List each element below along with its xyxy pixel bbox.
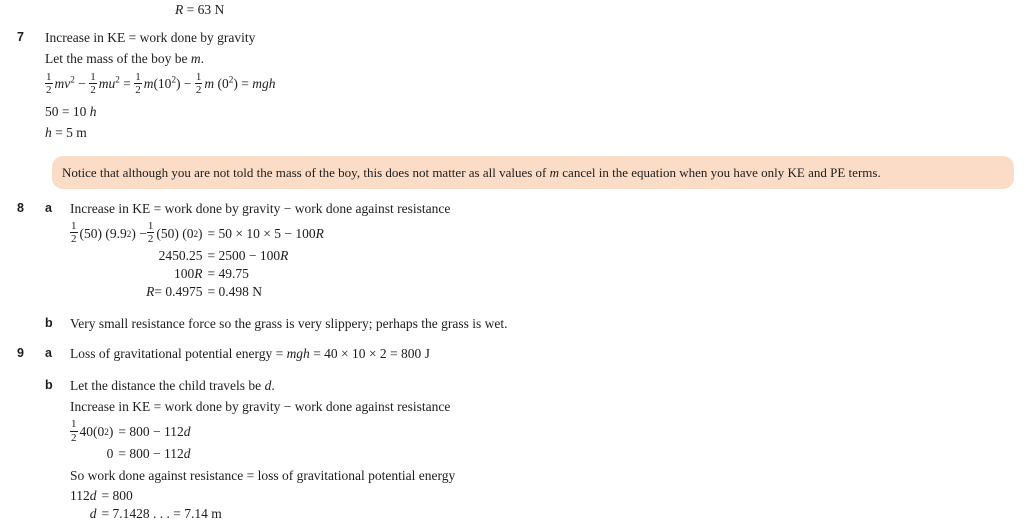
math-variable: d — [183, 446, 191, 462]
math-variable: R — [146, 283, 155, 299]
fraction — [70, 418, 78, 444]
fraction-numerator: 1 — [147, 219, 154, 232]
question-9 — [17, 343, 1024, 525]
part-letter: b — [45, 316, 53, 331]
equation-rhs — [102, 506, 222, 523]
text-run: ) — [108, 424, 114, 440]
equation-lhs: $\frac{1}{2}$ (50) (9.9 2 ) − $\frac{1}{2}$ (50) (0 2 ) — [71, 219, 203, 246]
math-variable: R — [194, 265, 203, 281]
text-run: Very small resistance force so the grass is very slippery; perhaps the grass is wet. — [70, 316, 508, 332]
fraction-numerator: 1 — [71, 418, 77, 431]
fraction — [147, 220, 155, 246]
text-run: Let the distance the child travels be — [70, 378, 265, 394]
math-variable: d — [89, 488, 97, 504]
text-run: (50) (0 — [156, 225, 194, 241]
text-run: 2450.25 — [158, 247, 203, 263]
solution-line — [45, 122, 1024, 143]
notice-box — [52, 156, 1014, 189]
solution-line — [70, 343, 1024, 364]
fraction — [45, 71, 53, 97]
text-run: Increase in KE = work done by gravity − work done against resistance — [70, 399, 451, 415]
text-run: = 2500 − 100 — [207, 247, 281, 263]
equation-rhs — [118, 419, 190, 445]
text-run: (0 — [214, 76, 229, 91]
aligned-equations — [70, 419, 1024, 463]
math-variable: m — [204, 76, 215, 91]
text-run: . — [200, 51, 204, 66]
equation-rhs — [208, 265, 324, 282]
part-content — [70, 313, 1024, 334]
text-run: 40(0 — [79, 424, 105, 440]
text-run: . — [271, 378, 275, 394]
math-variable: m — [143, 76, 154, 91]
text-run: Notice that although you are not told the mass of the boy, this does not matter as all values of — [62, 164, 550, 180]
part-content — [70, 343, 1024, 364]
superscript: 2 — [70, 74, 75, 85]
math-variable: d — [264, 378, 272, 394]
text-run: 112 — [70, 488, 90, 504]
math-variable: mgh — [286, 346, 310, 362]
fraction — [70, 220, 78, 246]
math-variable: d — [183, 424, 191, 440]
equation-lhs — [70, 247, 203, 264]
text-run: = 800 — [101, 488, 133, 504]
fraction — [195, 71, 203, 97]
fraction-denominator: 2 — [147, 233, 154, 246]
fraction-numerator: 1 — [71, 219, 77, 232]
notice-text — [62, 164, 881, 181]
question-number — [17, 375, 45, 378]
text-run: = — [119, 76, 135, 91]
question-number: 8 — [17, 200, 24, 215]
text-run: ) — [198, 225, 203, 241]
superscript: 2 — [171, 74, 177, 85]
text-run: 100 — [174, 265, 195, 281]
equation-lhs — [70, 446, 113, 463]
part-content — [45, 27, 1024, 143]
text-run: (10 — [153, 76, 172, 91]
math-variable: h — [89, 103, 97, 119]
fraction-denominator: 2 — [135, 84, 141, 97]
question-part — [17, 198, 1024, 303]
math-variable: mv — [54, 76, 71, 91]
equation-rhs — [102, 488, 222, 505]
fraction — [89, 71, 97, 97]
text-run: 0 — [106, 446, 114, 462]
text-run: = 40 × 10 × 2 = 800 J — [309, 346, 430, 362]
fraction-numerator: 1 — [135, 71, 141, 84]
text-run: = 0.498 N — [207, 283, 263, 299]
equation-rhs — [208, 221, 324, 247]
text-run: = 7.1428 . . . = 7.14 m — [101, 506, 222, 522]
question-part — [17, 343, 1024, 364]
question-7 — [17, 27, 1024, 143]
equation-lhs: $\frac{1}{2}$ 40(0 2 ) — [71, 418, 114, 444]
equation-rhs — [208, 283, 324, 300]
question-number — [17, 313, 45, 316]
solution-line — [45, 72, 1024, 98]
fraction-denominator: 2 — [71, 431, 77, 444]
text-run: cancel in the equation when you have only KE and PE terms. — [559, 164, 881, 180]
solution-line — [45, 27, 1024, 48]
text-run: − — [74, 76, 90, 91]
question-part — [17, 313, 1024, 334]
math-variable: mgh — [252, 76, 276, 91]
aligned-equations — [70, 488, 1024, 523]
equation-lhs — [70, 283, 203, 300]
text-run: 50 = 10 — [45, 103, 90, 119]
aligned-equations — [70, 221, 1024, 301]
question-number: 7 — [17, 30, 24, 44]
question-part — [17, 375, 1024, 525]
math-variable: R — [280, 247, 289, 263]
solution-line — [70, 465, 1024, 486]
text-run: = 49.75 — [207, 265, 249, 281]
text-run: = 63 N — [183, 2, 225, 17]
math-variable: h — [45, 124, 52, 140]
text-run: Increase in KE = work done by gravity — [45, 30, 256, 45]
text-run: ) − — [131, 225, 147, 241]
text-run: Loss of gravitational potential energy = — [70, 346, 287, 362]
text-run: ) − — [176, 76, 195, 91]
fraction — [134, 71, 142, 97]
solution-line — [70, 375, 1024, 396]
math-variable: m — [190, 51, 201, 66]
solution-line — [45, 101, 1024, 122]
text-run: = 800 − 112 — [118, 424, 184, 440]
text-run: (50) (9.9 — [79, 225, 127, 241]
header-equation — [175, 2, 1024, 18]
fraction-denominator: 2 — [90, 84, 96, 97]
question-part — [17, 27, 1024, 143]
math-variable: mu — [98, 76, 116, 91]
fraction-denominator: 2 — [46, 84, 52, 97]
math-variable: R — [175, 2, 184, 17]
text-run: = 50 × 10 × 5 − 100 — [207, 225, 316, 241]
solution-line — [70, 313, 1024, 334]
fraction-numerator: 1 — [90, 71, 96, 84]
text-run: Let the mass of the boy be — [45, 51, 191, 66]
fraction-numerator: 1 — [195, 71, 202, 84]
math-variable: d — [89, 506, 97, 522]
math-variable: R — [315, 225, 324, 241]
superscript: 2 — [115, 74, 120, 85]
part-content — [70, 198, 1024, 303]
fraction-denominator: 2 — [71, 233, 77, 246]
solution-line — [70, 198, 1024, 219]
fraction-numerator: 1 — [46, 71, 52, 84]
part-letter: b — [45, 378, 53, 393]
superscript: 2 — [228, 74, 234, 85]
text-run: = 800 − 112 — [118, 446, 184, 462]
fraction-denominator: 2 — [195, 84, 202, 97]
equation-rhs — [118, 446, 190, 463]
part-content — [70, 375, 1024, 525]
equation-lhs — [70, 265, 203, 282]
equation-lhs — [70, 488, 97, 505]
text-run: So work done against resistance = loss of gravitational potential energy — [70, 467, 456, 483]
part-letter: a — [45, 200, 52, 215]
text-run: Increase in KE = work done by gravity − work done against resistance — [70, 200, 451, 216]
text-run: ) = — [233, 76, 253, 91]
part-letter: a — [45, 346, 52, 361]
text-run: = 0.4975 — [154, 283, 203, 299]
solution-line — [45, 48, 1024, 69]
text-run: = 5 m — [51, 124, 87, 140]
math-variable: m — [549, 164, 560, 180]
equation-rhs — [208, 247, 324, 264]
equation-lhs — [70, 506, 97, 523]
solution-line — [70, 396, 1024, 417]
question-number: 9 — [17, 346, 24, 361]
question-8 — [17, 198, 1024, 335]
